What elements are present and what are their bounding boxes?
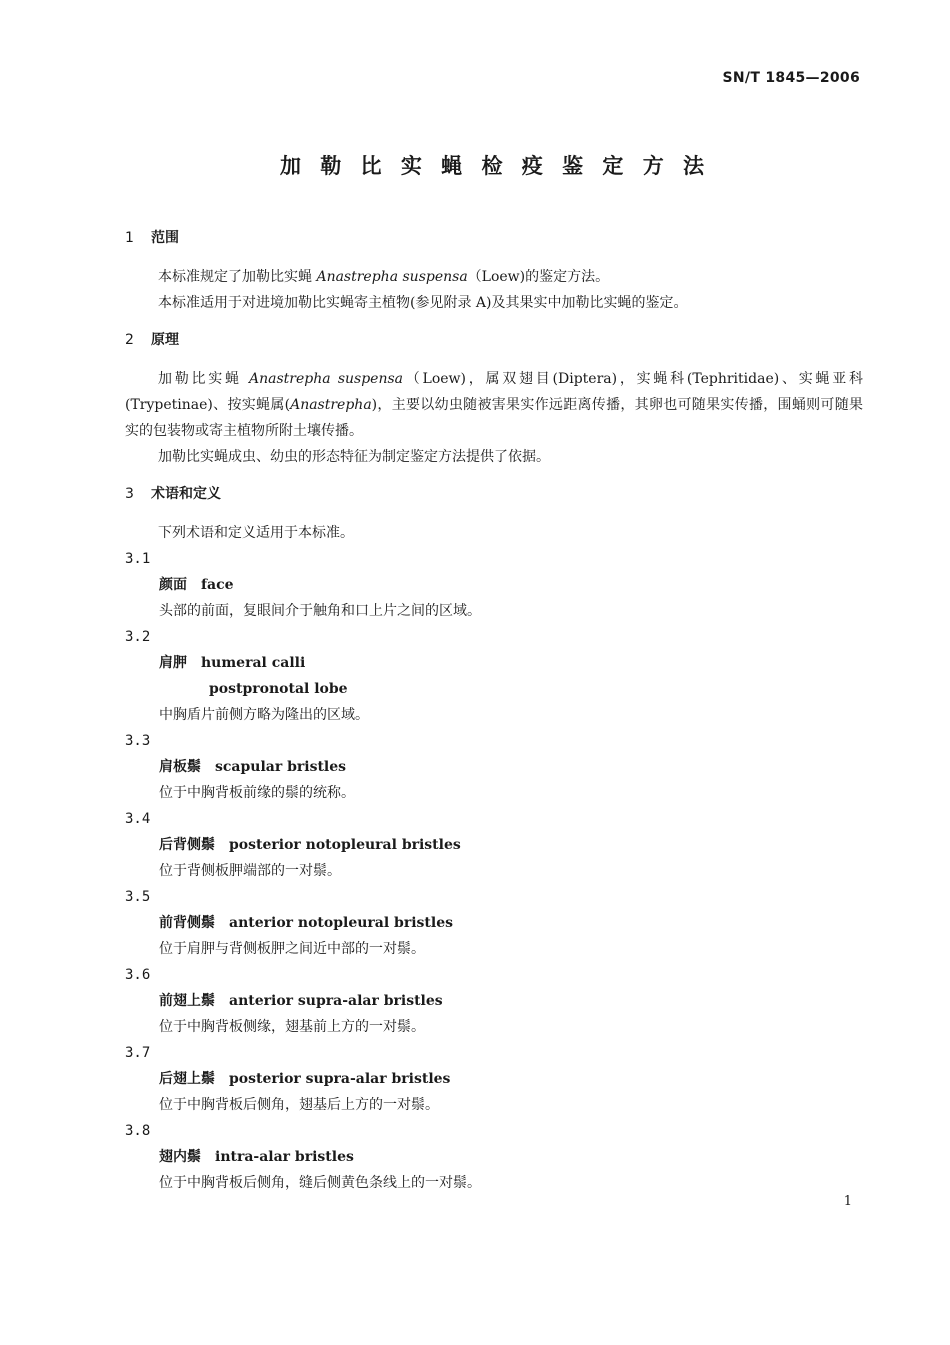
term-3-4 [125,806,863,884]
term-number: 3.4 [125,811,151,827]
term-number: 3.7 [125,1045,151,1061]
term-en: anterior notopleural bristles [229,915,453,931]
term-number: 3.5 [125,889,151,905]
section-2-body [125,366,863,470]
term-zh: 后翅上鬃 [159,1071,215,1087]
term-definition: 位于背侧板胛端部的一对鬃。 [159,863,341,879]
term-en: scapular bristles [215,759,347,775]
term-en: face [201,577,234,593]
term-zh: 肩板鬃 [159,759,201,775]
term-definition: 位于中胸背板后侧角，缝后侧黄色条线上的一对鬃。 [159,1175,481,1191]
term-zh: 肩胛 [159,655,187,671]
paragraph: 下列术语和定义适用于本标准。 [158,525,354,541]
term-3-2 [125,624,863,728]
section-number: 3 [125,486,134,502]
standard-code: SN/T 1845—2006 [722,70,860,86]
term-zh: 颜面 [159,577,187,593]
term-3-1 [125,546,863,624]
section-title: 术语和定义 [151,486,221,502]
term-number: 3.1 [125,551,151,567]
section-3-heading [125,482,863,506]
document-body [125,226,863,1196]
document-title: 加 勒 比 实 蝇 检 疫 鉴 定 方 法 [279,154,711,178]
term-number: 3.2 [125,629,151,645]
page-number: 1 [843,1194,852,1209]
section-2-heading [125,328,863,352]
term-3-3 [125,728,863,806]
term-number: 3.3 [125,733,151,749]
term-3-8 [125,1118,863,1196]
term-zh: 翅内鬃 [159,1149,201,1165]
paragraph: 本标准适用于对进境加勒比实蝇寄主植物(参见附录 A)及其果实中加勒比实蝇的鉴定。 [158,295,688,311]
section-number: 1 [125,230,134,246]
section-1-body [125,264,863,316]
term-en: intra-alar bristles [215,1149,354,1165]
paragraph: 加勒比实蝇 Anastrepha suspensa（Loew)，属双翅目(Diptera)，实蝇科(Tephritidae)、实蝇亚科(Trypetinae)、按实蝇属(Anastrepha)，主要以幼虫随被害果实作远距离传播，其卵也可随果实传播，围蛹则可随果实的包装物或寄主植物所附土壤传播。 [125,371,863,439]
section-title: 原理 [151,332,179,348]
term-number: 3.6 [125,967,151,983]
section-title: 范围 [151,230,179,246]
term-definition: 位于中胸背板侧缘，翅基前上方的一对鬃。 [159,1019,425,1035]
species-name: Anastrepha suspensa [249,371,403,387]
term-zh: 后背侧鬃 [159,837,215,853]
term-number: 3.8 [125,1123,151,1139]
genus-name: Anastrepha [290,397,372,413]
term-definition: 中胸盾片前侧方略为隆出的区域。 [159,707,369,723]
term-zh: 前翅上鬃 [159,993,215,1009]
term-definition: 头部的前面，复眼间介于触角和口上片之间的区域。 [159,603,481,619]
term-3-7 [125,1040,863,1118]
paragraph: 本标准规定了加勒比实蝇 Anastrepha suspensa（Loew)的鉴定方法。 [158,269,610,285]
term-en: posterior notopleural bristles [229,837,461,853]
species-name: Anastrepha suspensa [316,269,468,285]
term-3-5 [125,884,863,962]
term-zh: 前背侧鬃 [159,915,215,931]
term-3-6 [125,962,863,1040]
term-definition: 位于中胸背板后侧角，翅基后上方的一对鬃。 [159,1097,439,1113]
term-definition: 位于肩胛与背侧板胛之间近中部的一对鬃。 [159,941,425,957]
paragraph: 加勒比实蝇成虫、幼虫的形态特征为制定鉴定方法提供了依据。 [158,449,550,465]
term-en-alt: postpronotal lobe [209,681,348,697]
section-number: 2 [125,332,134,348]
term-definition: 位于中胸背板前缘的鬃的统称。 [159,785,355,801]
term-en: humeral calli [201,655,306,671]
term-en: posterior supra-alar bristles [229,1071,451,1087]
term-en: anterior supra-alar bristles [229,993,443,1009]
section-1-heading [125,226,863,250]
section-3-body [125,520,863,1196]
